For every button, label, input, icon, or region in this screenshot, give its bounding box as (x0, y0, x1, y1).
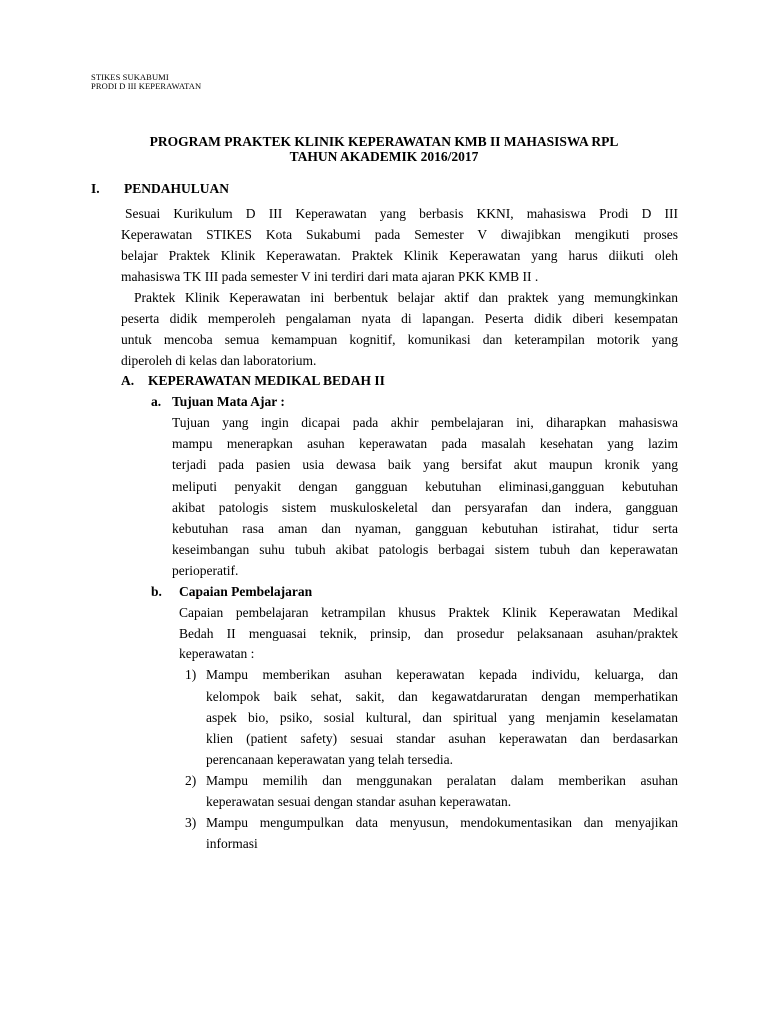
item-text-line: kebutuhan rasa aman dan nyaman, gangguan kebutuhan istirahat, tidur serta (172, 521, 678, 536)
section-heading: PENDAHULUAN (124, 181, 230, 196)
point-text-line: informasi (206, 836, 258, 851)
item-text-line: Bedah II menguasai teknik, prinsip, dan prosedur pelaksanaan asuhan/praktek (179, 626, 678, 641)
paragraph-line: Praktek Klinik Keperawatan ini berbentuk belajar aktif dan praktek yang memungkinkan (134, 290, 678, 305)
paragraph-line: untuk mencoba semua kemampuan kognitif, komunikasi dan keterampilan motorik yang (121, 332, 678, 347)
point-text-line: Mampu memberikan asuhan keperawatan kepada individu, keluarga, dan (206, 667, 678, 682)
item-label: b. (151, 584, 162, 599)
point-text-line: Mampu mengumpulkan data menyusun, mendokumentasikan dan menyajikan (206, 815, 678, 830)
paragraph-line: Sesuai Kurikulum D III Keperawatan yang berbasis KKNI, mahasiswa Prodi D III (125, 206, 678, 221)
subsection-letter: A. (121, 373, 135, 388)
subsection-heading: KEPERAWATAN MEDIKAL BEDAH II (148, 373, 385, 388)
item-text-line: mampu menerapkan asuhan keperawatan pada masalah kesehatan yang lazim (172, 436, 678, 451)
item-label: a. (151, 394, 162, 409)
point-number: 1) (185, 667, 197, 682)
item-heading: Tujuan Mata Ajar : (172, 394, 285, 409)
item-text-line: akibat patologis sistem muskuloskeletal dan persyarafan dan indera, gangguan (172, 500, 678, 515)
item-text-line: keperawatan : (179, 646, 255, 661)
item-text-line: terjadi pada pasien usia dewasa baik yang bersifat akut maupun kronik yang (172, 457, 678, 472)
item-text-line: keseimbangan suhu tubuh akibat patologis berbagai sistem tubuh dan keperawatan (172, 542, 678, 557)
paragraph-line: peserta didik memperoleh pengalaman nyata di lapangan. Peserta didik diberi kesempatan (121, 311, 678, 326)
point-number: 3) (185, 815, 197, 830)
item-text-line: perioperatif. (172, 563, 239, 578)
paragraph-line: Keperawatan STIKES Kota Sukabumi pada Semester V diwajibkan mengikuti proses (121, 227, 678, 242)
paragraph-line: mahasiswa TK III pada semester V ini terdiri dari mata ajaran PKK KMB II . (121, 269, 539, 284)
item-text-line: Capaian pembelajaran ketrampilan khusus Praktek Klinik Keperawatan Medikal (179, 605, 678, 620)
point-text-line: aspek bio, psiko, sosial kultural, dan spiritual yang menjamin keselamatan (206, 710, 678, 725)
item-text-line: Tujuan yang ingin dicapai pada akhir pembelajaran ini, diharapkan mahasiswa (172, 415, 678, 430)
institution-name: STIKES SUKABUMI (91, 72, 169, 82)
paragraph-line: belajar Praktek Klinik Keperawatan. Praktek Klinik Keperawatan yang harus diikuti oleh (121, 248, 678, 263)
document-title-line2: TAHUN AKADEMIK 2016/2017 (289, 149, 479, 164)
program-name: PRODI D III KEPERAWATAN (91, 81, 202, 91)
point-text-line: Mampu memilih dan menggunakan peralatan dalam memberikan asuhan (206, 773, 678, 788)
paragraph-line: diperoleh di kelas dan laboratorium. (121, 353, 317, 368)
point-text-line: klien (patient safety) sesuai standar asuhan keperawatan dan berdasarkan (206, 731, 678, 746)
item-text-line: meliputi penyakit dengan gangguan kebutuhan eliminasi,gangguan kebutuhan (172, 479, 678, 494)
point-text-line: keperawatan sesuai dengan standar asuhan keperawatan. (206, 794, 512, 809)
item-heading: Capaian Pembelajaran (179, 584, 313, 599)
section-number: I. (91, 181, 100, 196)
point-text-line: perencanaan keperawatan yang telah tersedia. (206, 752, 453, 767)
point-text-line: kelompok baik sehat, sakit, dan kegawatdaruratan dengan memperhatikan (206, 689, 678, 704)
point-number: 2) (185, 773, 197, 788)
document-title-line1: PROGRAM PRAKTEK KLINIK KEPERAWATAN KMB II MAHASISWA RPL (149, 134, 619, 149)
